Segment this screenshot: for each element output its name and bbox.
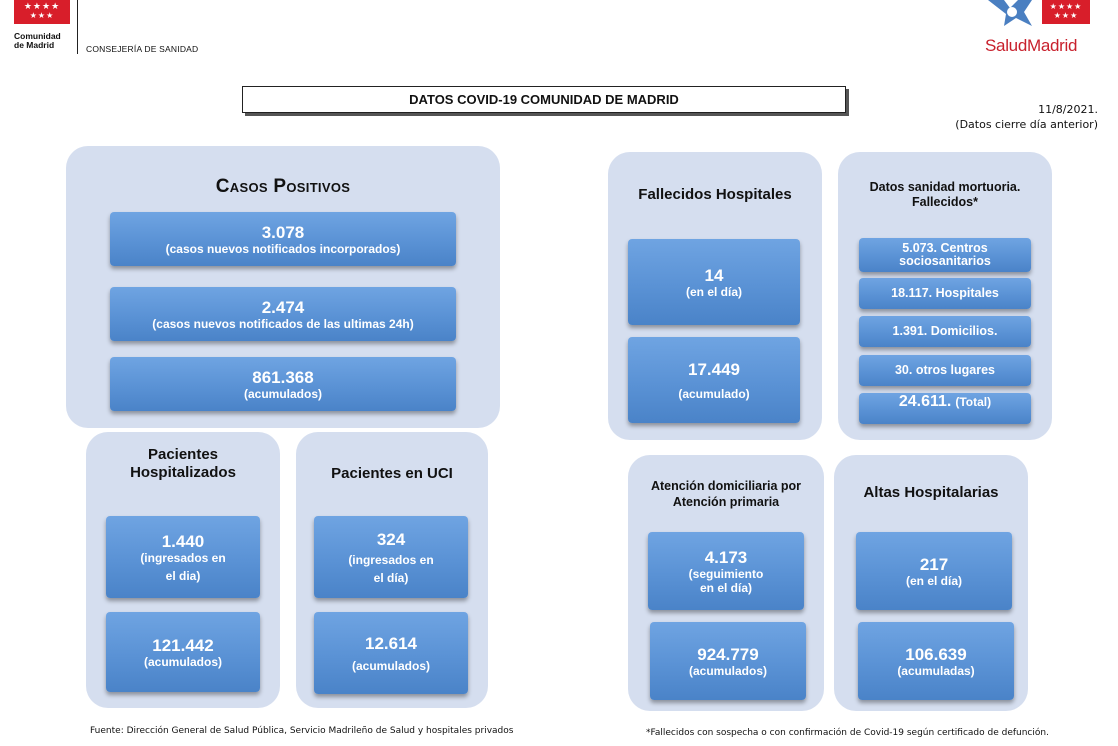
footer-note: *Fallecidos con sospecha o con confirmación de Covid-19 según certificado de defunción. [646,728,1049,738]
uci-dia-value: 324 [376,529,406,549]
hospitalizados-dia-card [106,516,260,598]
flag-right-stars: ★★★★ [1049,2,1083,11]
mortuoria-sociosanitarios-card [859,238,1031,272]
altas-acumuladas-card [858,622,1014,700]
mortuoria-title-l2: Fallecidos* [912,195,978,209]
fallecidos-acumulado-value: 17.449 [688,359,740,379]
hospitalizados-title-l2: Hospitalizados [130,464,236,481]
header-divider [77,0,78,54]
domiciliaria-dia-value: 4.173 [704,547,748,567]
mortuoria-total-label: (Total) [955,395,992,409]
mortuoria-hospitales-label: 18.117. Hospitales [891,286,999,300]
report-date-value: 11/8/2021. [1038,103,1098,116]
domiciliaria-acumulados-value: 924.779 [697,644,759,664]
mortuoria-otros-label: 30. otros lugares [894,363,996,377]
casos-incorporados-card [110,212,456,266]
domiciliaria-title-l2: Atención primaria [672,495,780,509]
fallecidos-dia-card [628,239,800,325]
domiciliaria-acumulados-card [650,622,806,700]
brand-saludmadrid: SaludMadrid [985,36,1078,55]
org-line1: Comunidad [14,31,61,41]
mortuoria-otros-card [859,355,1031,386]
page-title [242,86,846,113]
casos-24h-label: (casos nuevos notificados de las ultimas 24h) [152,316,414,331]
org-line2: de Madrid [14,40,55,50]
mortuoria-title-l1: Datos sanidad mortuoria. [869,180,1021,194]
uci-acumulados-label: (acumulados) [351,658,430,673]
casos-acumulados-label: (acumulados) [243,386,322,401]
domiciliaria-dia-label-l2: en el día) [699,580,752,595]
mortuoria-hospitales-card [859,278,1031,309]
mortuoria-total-value: 24.611. [898,393,952,410]
casos-incorporados-label: (casos nuevos notificados incorporados) [165,241,401,256]
mortuoria-sociosanitarios-l2: sociosanitarios [899,254,991,268]
uci-dia-label-l2: el día) [373,570,409,585]
salud-madrid-flag-logo [1042,0,1090,24]
fallecidos-dia-label: (en el día) [685,284,742,299]
consejeria-label: CONSEJERÍA DE SANIDAD [86,44,199,54]
flag-right-stars-row2: ★★★ [1053,11,1079,20]
altas-acumuladas-value: 106.639 [905,644,967,664]
domiciliaria-title-l1: Atención domiciliaria por [650,479,802,493]
fallecidos-acumulado-label: (acumulado) [678,386,750,401]
uci-title: Pacientes en UCI [331,465,453,482]
flag-stars-row2: ★★★ [29,11,55,20]
casos-24h-value: 2.474 [261,297,305,317]
hospitalizados-dia-label-l2: el dia) [165,568,201,583]
hospitalizados-title-l1: Pacientes [147,446,219,463]
flag-stars: ★★★★ [23,1,61,11]
uci-acumulados-card [314,612,468,694]
uci-acumulados-value: 12.614 [365,633,417,653]
casos-acumulados-card [110,357,456,411]
salud-madrid-star-logo-icon [988,0,1032,26]
mortuoria-sociosanitarios-l1: 5.073. Centros [902,241,988,255]
domiciliaria-title [628,478,824,510]
altas-acumuladas-label: (acumuladas) [897,663,975,678]
casos-incorporados-value: 3.078 [261,222,305,242]
uci-dia-label-l1: (ingresados en [348,552,434,567]
page-title-text: DATOS COVID-19 COMUNIDAD DE MADRID [409,92,679,107]
hospitalizados-dia-value: 1.440 [161,531,205,551]
domiciliaria-acumulados-label: (acumulados) [688,663,767,678]
hospitalizados-acumulados-value: 121.442 [152,635,214,655]
uci-dia-card [314,516,468,598]
fallecidos-title: Fallecidos Hospitales [638,186,792,203]
altas-dia-card [856,532,1012,610]
domiciliaria-dia-card [648,532,804,610]
report-date-note: (Datos cierre día anterior) [955,118,1098,131]
altas-dia-label: (en el día) [905,573,962,588]
hospitalizados-dia-label-l1: (ingresados en [140,550,226,565]
hospitalizados-title [86,446,280,482]
report-date [940,102,1098,132]
fallecidos-dia-value: 14 [704,265,724,285]
hospitalizados-acumulados-card [106,612,260,692]
mortuoria-domicilios-label: 1.391. Domicilios. [892,324,998,338]
comunidad-madrid-flag-logo [14,0,70,24]
altas-title: Altas Hospitalarias [863,484,999,501]
footer-source: Fuente: Dirección General de Salud Pública, Servicio Madrileño de Salud y hospitales privados [90,726,514,736]
casos-acumulados-value: 861.368 [252,367,314,387]
mortuoria-title [838,180,1052,210]
casos-24h-card [110,287,456,341]
mortuoria-total-card [859,393,1031,424]
mortuoria-domicilios-card [859,316,1031,347]
fallecidos-acumulado-card [628,337,800,423]
altas-dia-value: 217 [919,554,949,574]
org-name [14,32,61,50]
hospitalizados-acumulados-label: (acumulados) [143,654,222,669]
casos-positivos-title: Casos Positivos [215,176,351,197]
domiciliaria-dia-label-l1: (seguimiento [688,566,764,581]
